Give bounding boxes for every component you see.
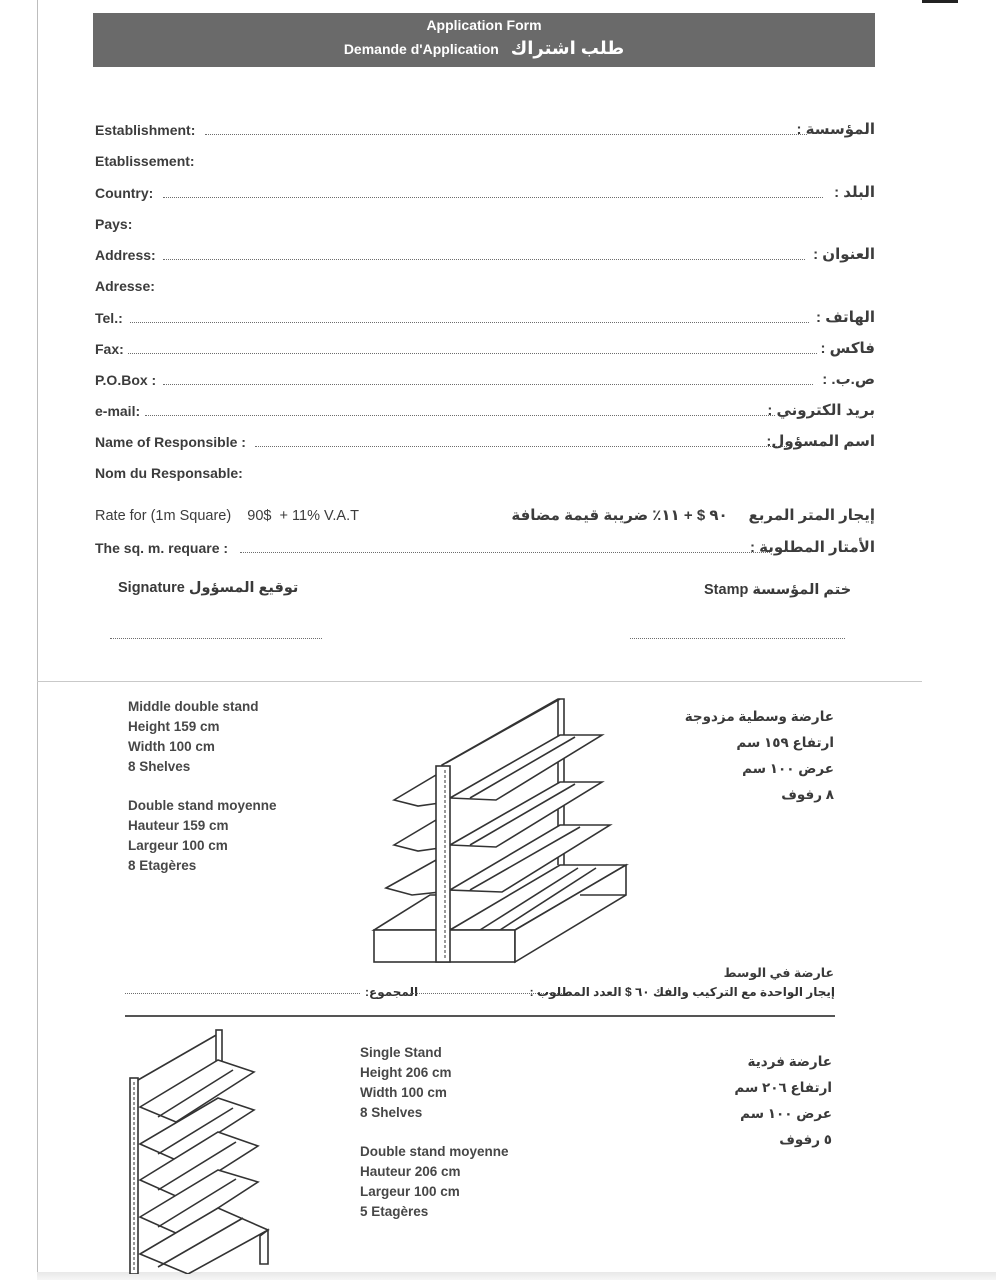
label-en: Fax: [95, 341, 124, 357]
label-ar: فاكس : [820, 340, 875, 357]
field-pobox [95, 370, 875, 392]
field-responsible-fr [95, 463, 875, 485]
stand1-specs-ar [685, 704, 834, 808]
label-ar: الأمتار المطلوبة : [749, 539, 875, 556]
spec-line-ar: ارتفاع ٢٠٦ سم [734, 1080, 832, 1095]
label-fr: Nom du Responsable: [95, 465, 243, 481]
spec-line-ar: عارضة فردية [747, 1054, 832, 1069]
spec-line-ar: ارتفاع ١٥٩ سم [736, 735, 834, 750]
label-ar: ص.ب. : [822, 371, 875, 388]
spec-line: Height 159 cm [128, 719, 220, 734]
fax-input[interactable] [128, 353, 817, 354]
field-fax [95, 339, 875, 361]
double-stand-illustration [370, 690, 640, 970]
address-input[interactable] [163, 259, 805, 260]
label-en: e-mail: [95, 403, 141, 419]
responsible-input[interactable] [255, 446, 787, 447]
tel-input[interactable] [130, 322, 809, 323]
email-input[interactable] [145, 415, 775, 416]
label-en: Name of Responsible : [95, 434, 246, 450]
label-fr: Pays: [95, 216, 133, 232]
spec-line-ar: ٥ رفوف [779, 1132, 832, 1147]
field-establishment-fr [95, 151, 875, 173]
corner-mark [922, 0, 958, 3]
spec-line: Width 100 cm [128, 739, 215, 754]
field-country-fr [95, 214, 875, 236]
signature-label: Signature توقيع المسؤول [118, 580, 299, 596]
spec-line: Height 206 cm [360, 1065, 452, 1080]
label-en: Address: [95, 247, 156, 263]
country-input[interactable] [163, 197, 823, 198]
label-en: Establishment: [95, 122, 196, 138]
spec-line: 8 Shelves [360, 1105, 423, 1120]
total-label: المجموع: [365, 985, 419, 999]
spec-line: 8 Shelves [128, 759, 191, 774]
pobox-input[interactable] [163, 384, 813, 385]
field-establishment [95, 120, 875, 142]
label-en: The sq. m. requare : [95, 540, 229, 556]
field-sqm [95, 538, 875, 560]
spec-line: Middle double stand [128, 699, 259, 714]
title-ar: طلب اشتراك [510, 38, 625, 58]
spec-line: Width 100 cm [360, 1085, 447, 1100]
spec-line-ar: ٨ رفوف [781, 787, 834, 802]
label-en: Tel.: [95, 310, 123, 326]
label-ar: بريد الكتروني : [767, 402, 875, 419]
rate-ar: إيجار المتر المربع ٩٠ $ + ١١٪ ضريبة قيمة مضافة [511, 507, 875, 524]
label-en: P.O.Box : [95, 372, 157, 388]
label-fr: Etablissement: [95, 153, 195, 169]
spec-line-ar: عرض ١٠٠ سم [740, 1106, 832, 1121]
page-edge [37, 0, 38, 1272]
field-responsible [95, 432, 875, 454]
spec-line: Hauteur 206 cm [360, 1164, 461, 1179]
spec-line-ar: عرض ١٠٠ سم [742, 761, 834, 776]
section-divider [37, 681, 922, 682]
label-ar: الهاتف : [816, 309, 875, 326]
form-header [93, 13, 875, 67]
stamp-label: ختم المؤسسة Stamp [704, 582, 852, 598]
title-fr: Demande d'Application [343, 41, 499, 57]
title-fr-ar [93, 38, 875, 59]
stand2-specs-en-fr [360, 1043, 509, 1222]
total-input[interactable] [125, 993, 360, 994]
spec-line: Single Stand [360, 1045, 442, 1060]
label-fr: Adresse: [95, 278, 155, 294]
stand1-caption-ar: عارضة في الوسط [723, 966, 834, 980]
title-en: Application Form [426, 17, 542, 33]
sqm-input[interactable] [240, 552, 770, 553]
stamp-field[interactable] [630, 638, 845, 639]
field-country [95, 183, 875, 205]
spec-line: Largeur 100 cm [128, 838, 228, 853]
signature-field[interactable] [110, 638, 322, 639]
rate-info [95, 506, 875, 528]
stand1-order-line [125, 985, 835, 1005]
spec-line: Double stand moyenne [360, 1144, 509, 1159]
label-en: Country: [95, 185, 154, 201]
single-stand-illustration [118, 1022, 278, 1274]
field-tel [95, 308, 875, 330]
stand1-specs-en-fr [128, 697, 277, 876]
spec-line: Largeur 100 cm [360, 1184, 460, 1199]
label-ar: البلد : [834, 184, 875, 201]
field-address-fr [95, 276, 875, 298]
stand2-specs-ar [734, 1049, 832, 1153]
label-ar: اسم المسؤول: [766, 433, 875, 450]
spec-line: 8 Etagères [128, 858, 197, 873]
label-ar: المؤسسة : [796, 121, 875, 138]
field-address [95, 245, 875, 267]
spec-line: 5 Etagères [360, 1204, 429, 1219]
spec-line: Hauteur 159 cm [128, 818, 229, 833]
order-label: إيجار الواحدة مع التركيب والفك ٦٠ $ العدد المطلوب : [529, 985, 835, 999]
section-rule [125, 1015, 835, 1017]
label-ar: العنوان : [813, 246, 875, 263]
rate-en: Rate for (1m Square) 90$ + 11% V.A.T [95, 508, 359, 524]
spec-line-ar: عارضة وسطية مزدوجة [684, 709, 834, 724]
spec-line: Double stand moyenne [128, 798, 277, 813]
field-email [95, 401, 875, 423]
establishment-input[interactable] [205, 134, 807, 135]
